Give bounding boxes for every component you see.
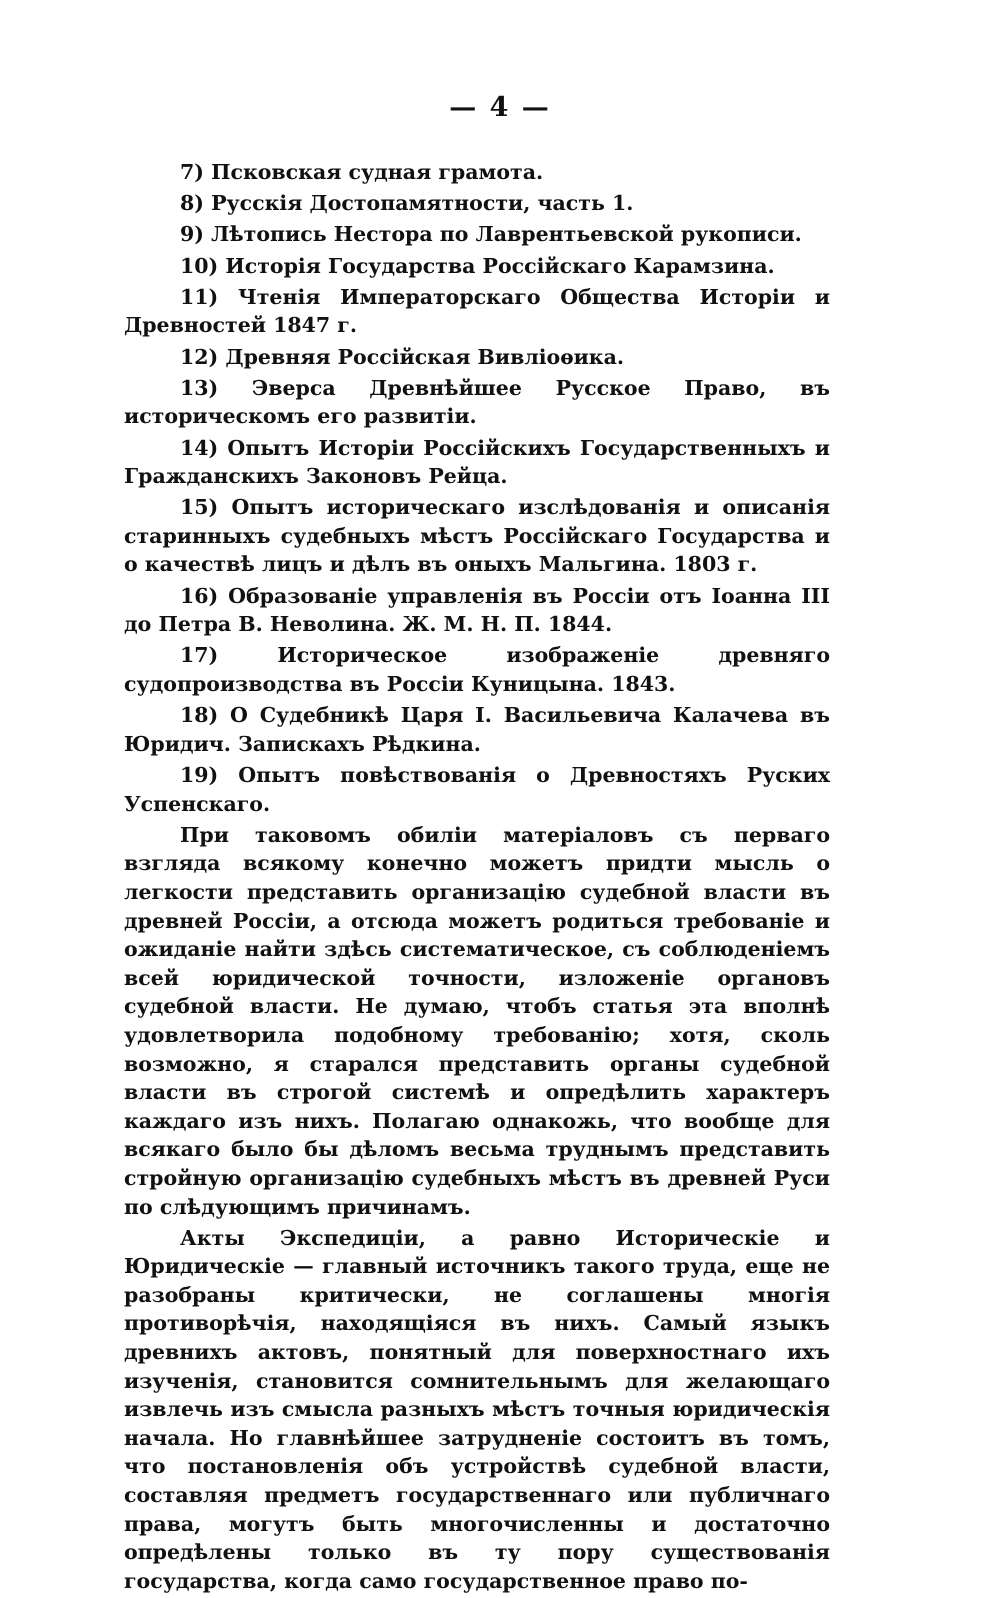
page-number: — 4 — [449,92,551,123]
body-paragraph: Акты Экспедиціи, а равно Историческіе и Юридическіе — главный источникъ такого труда, еще не разобраны критически, не соглашены многія противорѣчія, находящіяся въ нихъ. Самый языкъ древнихъ актовъ, понятный для поверхностнаго ихъ изученія, становится сомнительнымъ для желающаго извлечь изъ смысла разныхъ мѣстъ точныя юридическія начала. Но главнѣйшее затрудненіе состоитъ въ томъ, что постановленія объ устройствѣ судебной власти, составляя предметъ государственнаго или публичнаго права, могутъ быть многочисленны и достаточно опредѣлены только въ ту пору существованія государства, когда само государственное право по- [124,1225,830,1593]
list-item: 7) Псковская судная грамота. [180,160,544,184]
body-paragraph: При таковомъ обиліи матеріаловъ съ перваго взгляда всякому конечно можетъ придти мысль о легкости представить организацію судебной власти въ древней Россіи, а отсюда можетъ родиться требованіе и ожиданіе найти здѣсь систематическое, съ соблюденіемъ всей юридической точности, изложеніе органовъ судебной власти. Не думаю, чтобъ статья эта вполнѣ удовлетворила подобному требованію; хотя, сколь возможно, я старался представить органы судебной власти въ строгой системѣ и опредѣлить характеръ каждаго изъ нихъ. Полагаю однакожь, что вообще для всякаго было бы дѣломъ весьма труднымъ представить стройную организацію судебныхъ мѣстъ въ древней Руси по слѣдующимъ причинамъ. [124,822,830,1219]
list-item: 10) Исторія Государства Россійскаго Карамзина. [180,253,775,278]
list-item: 11) Чтенія Императорскаго Общества Исторіи и Древностей 1847 г. [124,284,830,338]
list-item: 17) Историческое изображеніе древняго судопроизводства въ Россіи Куницына. 1843. [124,643,830,697]
list-item: 15) Опытъ историческаго изслѣдованія и описанія старинныхъ судебныхъ мѣстъ Россійскаго Государства и о качествѣ лицъ и дѣлъ въ оныхъ Мальгина. 1803 г. [124,495,830,577]
list-item: 9) Лѣтопись Нестора по Лаврентьевской рукописи. [180,222,802,247]
list-item: 14) Опытъ Исторіи Россійскихъ Государственныхъ и Гражданскихъ Законовъ Рейца. [124,435,830,489]
list-item: 19) Опытъ повѣствованія о Древностяхъ Руских Успенскаго. [124,763,830,816]
list-item: 18) О Судебникѣ Царя І. Васильевича Калачева въ Юридич. Запискахъ Рѣдкина. [124,703,830,756]
list-item: 16) Образованіе управленія въ Россіи отъ Іоанна III до Петра В. Неволина. Ж. М. Н. П. 1844. [124,583,830,637]
list-item: 12) Древняя Россійская Вивліоѳика. [180,344,625,369]
list-item: 13) Эверса Древнѣйшее Русское Право, въ историческомъ его развитіи. [124,375,830,429]
page-text [124,158,830,1598]
list-item: 8) Русскія Достопамятности, часть 1. [180,191,634,216]
